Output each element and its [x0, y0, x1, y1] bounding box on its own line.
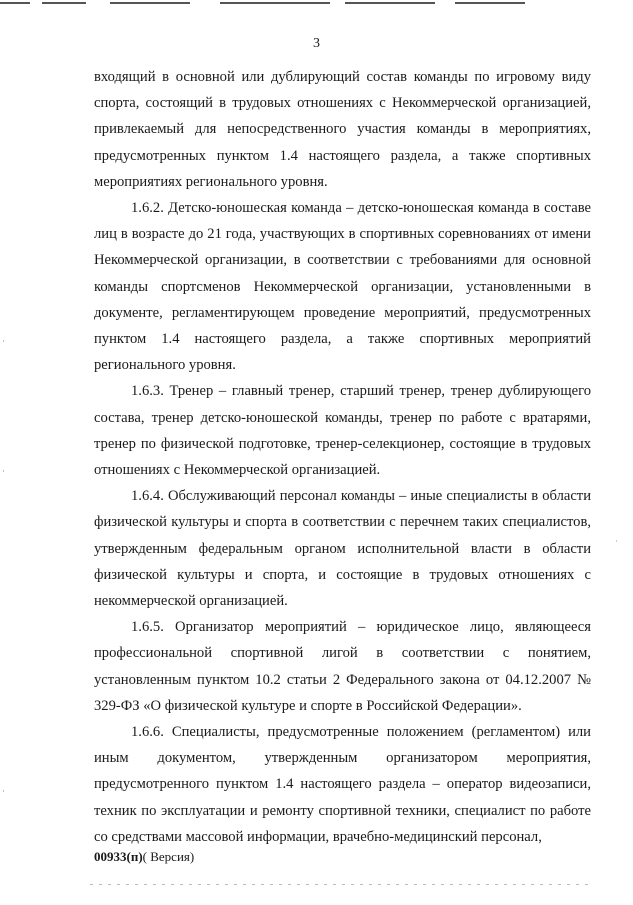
paragraph-1-6-2: 1.6.2. Детско-юношеская команда – детско-юношеская команда в составе лиц в возрасте до 21 года, участвующих в спортивных соревнованиях от имени Некоммерческой организации, в соответствии с требованиями для основной команды спортсменов Некоммерческой организации, установленными в документе, регламентирующем проведение мероприятий, предусмотренных пунктом 1.4 настоящего раздела, а также спортивных мероприятий регионального уровня. — [94, 200, 591, 374]
paragraph-1-6-4: 1.6.4. Обслуживающий персонал команды – иные специалисты в области физической культуры и спорта в соответствии с перечнем таких специалистов, утвержденным федеральным органом исполнительной власти в области физической культуры и спорта, и состоящие в трудовых отношениях с некоммерческой организацией. — [94, 488, 591, 610]
scan-left-margin-mark — [3, 470, 4, 472]
scan-left-margin-mark — [3, 790, 4, 792]
document-footer — [94, 849, 194, 865]
document-body — [94, 64, 591, 850]
scan-right-margin-mark — [616, 540, 617, 542]
scan-top-edge-marks — [0, 0, 633, 6]
document-code: 00933(п) — [94, 849, 143, 864]
paragraph-1-6-3: 1.6.3. Тренер – главный тренер, старший тренер, тренер дублирующего состава, тренер детско-юношеской команды, тренер по работе с вратарями, тренер по физической подготовке, тренер-селекционер, состоящие в трудовых отношениях с Некоммерческой организацией. — [94, 383, 591, 479]
document-version: ( Версия) — [142, 849, 195, 864]
paragraph-continuation: входящий в основной или дублирующий состав команды по игровому виду спорта, состоящий в трудовых отношениях с Некоммерческой организацией, привлекаемый для непосредственного участия команды в мероприятиях, предусмотренных пунктом 1.4 настоящего раздела, а также спортивных мероприятиях регионального уровня. — [94, 69, 591, 190]
scan-bottom-edge-marks — [90, 884, 590, 885]
paragraph-1-6-6: 1.6.6. Специалисты, предусмотренные положением (регламентом) или иным документом, утвержденным организатором мероприятия, предусмотренного пунктом 1.4 настоящего раздела – оператор видеозаписи, техник по эксплуатации и ремонту спортивной техники, специалист по работе со средствами массовой информации, врачебно-медицинский персонал, — [94, 724, 591, 845]
scan-left-margin-mark — [3, 340, 4, 342]
page-number: 3 — [313, 36, 320, 51]
paragraph-1-6-5: 1.6.5. Организатор мероприятий – юридическое лицо, являющееся профессиональной спортивной лигой в соответствии с понятием, установленным пунктом 10.2 статьи 2 Федерального закона от 04.12.2007 № 329-ФЗ «О физической культуре и спорте в Российской Федерации». — [94, 619, 591, 714]
